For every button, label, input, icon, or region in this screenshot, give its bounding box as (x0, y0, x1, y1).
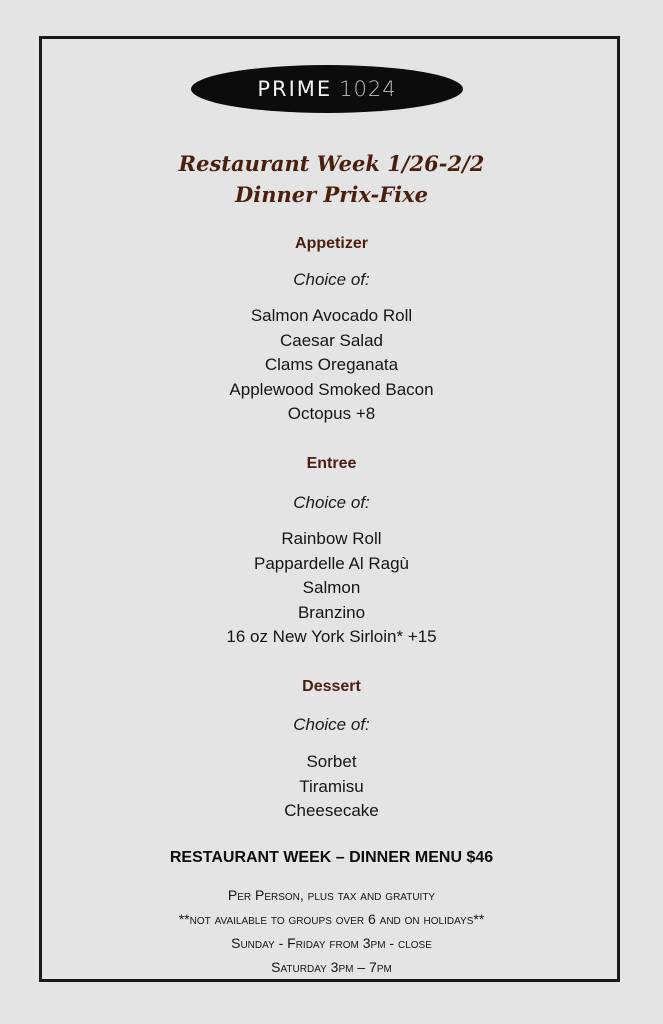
menu-item: Rainbow Roll (281, 529, 382, 548)
terms-notes (0, 883, 663, 979)
menu-item: Cheesecake (284, 801, 379, 821)
menu-subtitle: Dinner Prix-Fixe (235, 182, 428, 207)
entree-choice-label: Choice of: (293, 493, 370, 512)
entree-list (0, 527, 663, 650)
restaurant-week-price: RESTAURANT WEEK – DINNER MENU $46 (169, 849, 494, 866)
note-line: **not available to groups over 6 and on holidays** (178, 911, 485, 927)
menu-item: Pappardelle Al Ragù (253, 553, 409, 573)
menu-item: Tiramisu (299, 776, 364, 796)
note-line: Saturday 3pm – 7pm (271, 959, 392, 975)
appetizer-list (0, 304, 663, 427)
dessert-heading: Dessert (302, 678, 361, 695)
entree-heading: Entree (306, 455, 357, 472)
logo-number: 1024 (339, 77, 397, 101)
menu-title: Restaurant Week 1/26-2/2 (178, 151, 485, 176)
menu-item: Octopus +8 (287, 404, 376, 424)
menu-item: Salmon Avocado Roll (250, 306, 413, 325)
menu-item: 16 oz New York Sirloin* +15 (226, 627, 437, 647)
menu-item: Clams Oreganata (264, 355, 399, 375)
menu-item: Salmon (302, 578, 361, 598)
menu-item: Applewood Smoked Bacon (229, 379, 434, 399)
prime-1024-logo (191, 65, 463, 113)
note-line: Sunday - Friday from 3pm - close (231, 935, 432, 951)
menu-item: Caesar Salad (279, 330, 383, 350)
note-line: Per Person, plus tax and gratuity (227, 887, 436, 903)
menu-item: Branzino (297, 602, 366, 622)
dessert-choice-label: Choice of: (293, 715, 370, 734)
dessert-list (0, 750, 663, 824)
logo-word: PRIME (257, 77, 333, 101)
appetizer-heading: Appetizer (295, 235, 368, 252)
appetizer-choice-label: Choice of: (293, 270, 370, 289)
menu-item: Sorbet (306, 752, 357, 771)
